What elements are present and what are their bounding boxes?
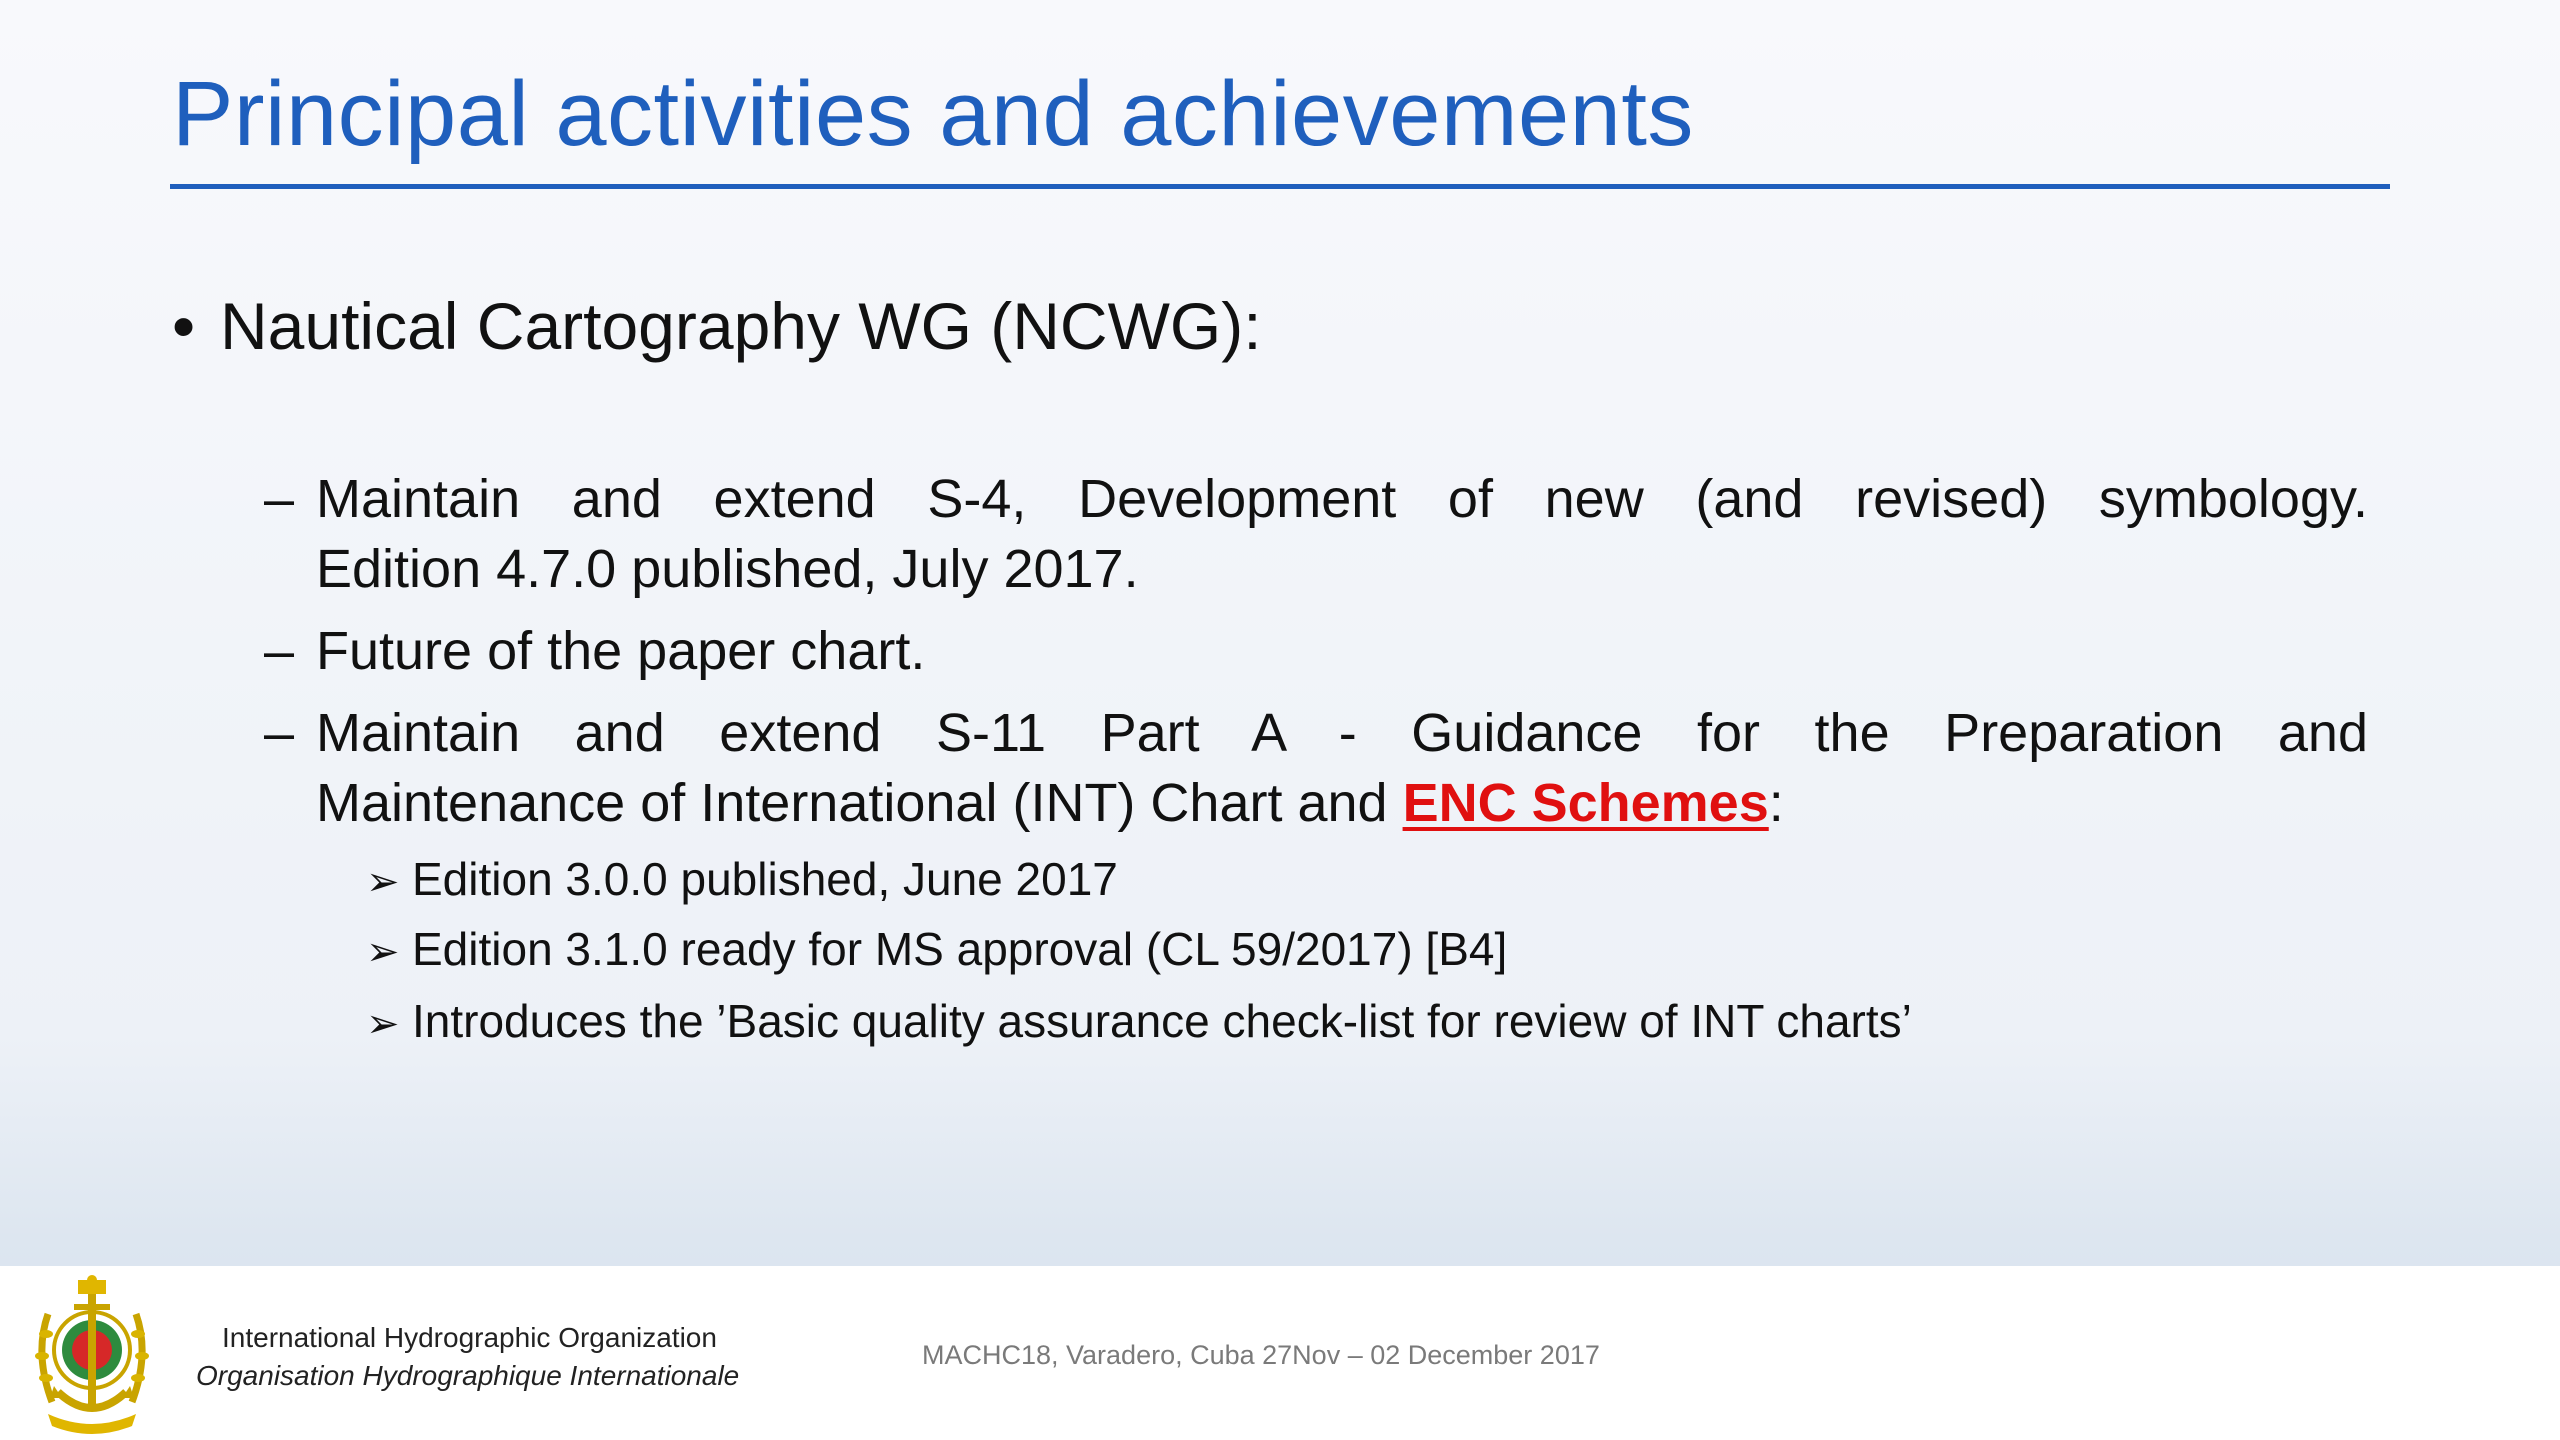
sub-item-s4 <box>264 464 2368 604</box>
sub-item-text <box>316 698 2368 838</box>
sub-item-s11 <box>264 698 2368 838</box>
org-name-english: International Hydrographic Organization <box>222 1322 717 1353</box>
sub-sub-item-text: Edition 3.1.0 ready for MS approval (CL 59/2017) [B4] <box>412 923 1508 975</box>
title-underline <box>170 184 2390 189</box>
sub-item-line2: Edition 4.7.0 published, July 2017. <box>316 539 1139 599</box>
arrow-bullet-icon: ➢ <box>366 930 400 974</box>
sub-sub-item-text: Introduces the ’Basic quality assurance check-list for review of INT charts’ <box>412 995 1912 1047</box>
sub-item-line2 <box>316 773 1784 833</box>
org-name-french: Organisation Hydrographique Internationale <box>196 1360 740 1391</box>
arrow-bullet-icon: ➢ <box>366 860 400 904</box>
slide-title: Principal activities and achievements <box>172 63 1694 165</box>
bullet-text: Nautical Cartography WG (NCWG): <box>220 289 1262 363</box>
conference-info: MACHC18, Varadero, Cuba 27Nov – 02 December 2017 <box>922 1340 1600 1370</box>
sub-item-paper-chart <box>264 616 2368 686</box>
bullet-ncwg <box>172 288 1262 364</box>
dash-marker: – <box>264 621 295 681</box>
sub-item-text <box>316 464 2368 604</box>
sub-item-line1: Maintain and extend S-11 Part A - Guidance for the Preparation and <box>316 703 2368 763</box>
dash-marker: – <box>264 703 295 763</box>
enc-schemes-link[interactable]: ENC Schemes <box>1402 773 1769 833</box>
dash-marker: – <box>264 469 295 529</box>
sub-sub-item <box>366 922 1507 976</box>
arrow-bullet-icon: ➢ <box>366 1002 400 1046</box>
sub-sub-item <box>366 994 1912 1048</box>
sub-sub-item <box>366 852 1118 906</box>
sub-item-line1: Maintain and extend S-4, Development of new (and revised) symbology. <box>316 469 2368 529</box>
iho-emblem-icon <box>28 1274 156 1434</box>
sub-item-line1: Future of the paper chart. <box>316 621 926 681</box>
line2-after: : <box>1768 773 1784 833</box>
line2-before: Maintenance of International (INT) Chart and <box>316 773 1403 833</box>
sub-sub-item-text: Edition 3.0.0 published, June 2017 <box>412 853 1118 905</box>
bullet-marker: • <box>172 289 196 363</box>
